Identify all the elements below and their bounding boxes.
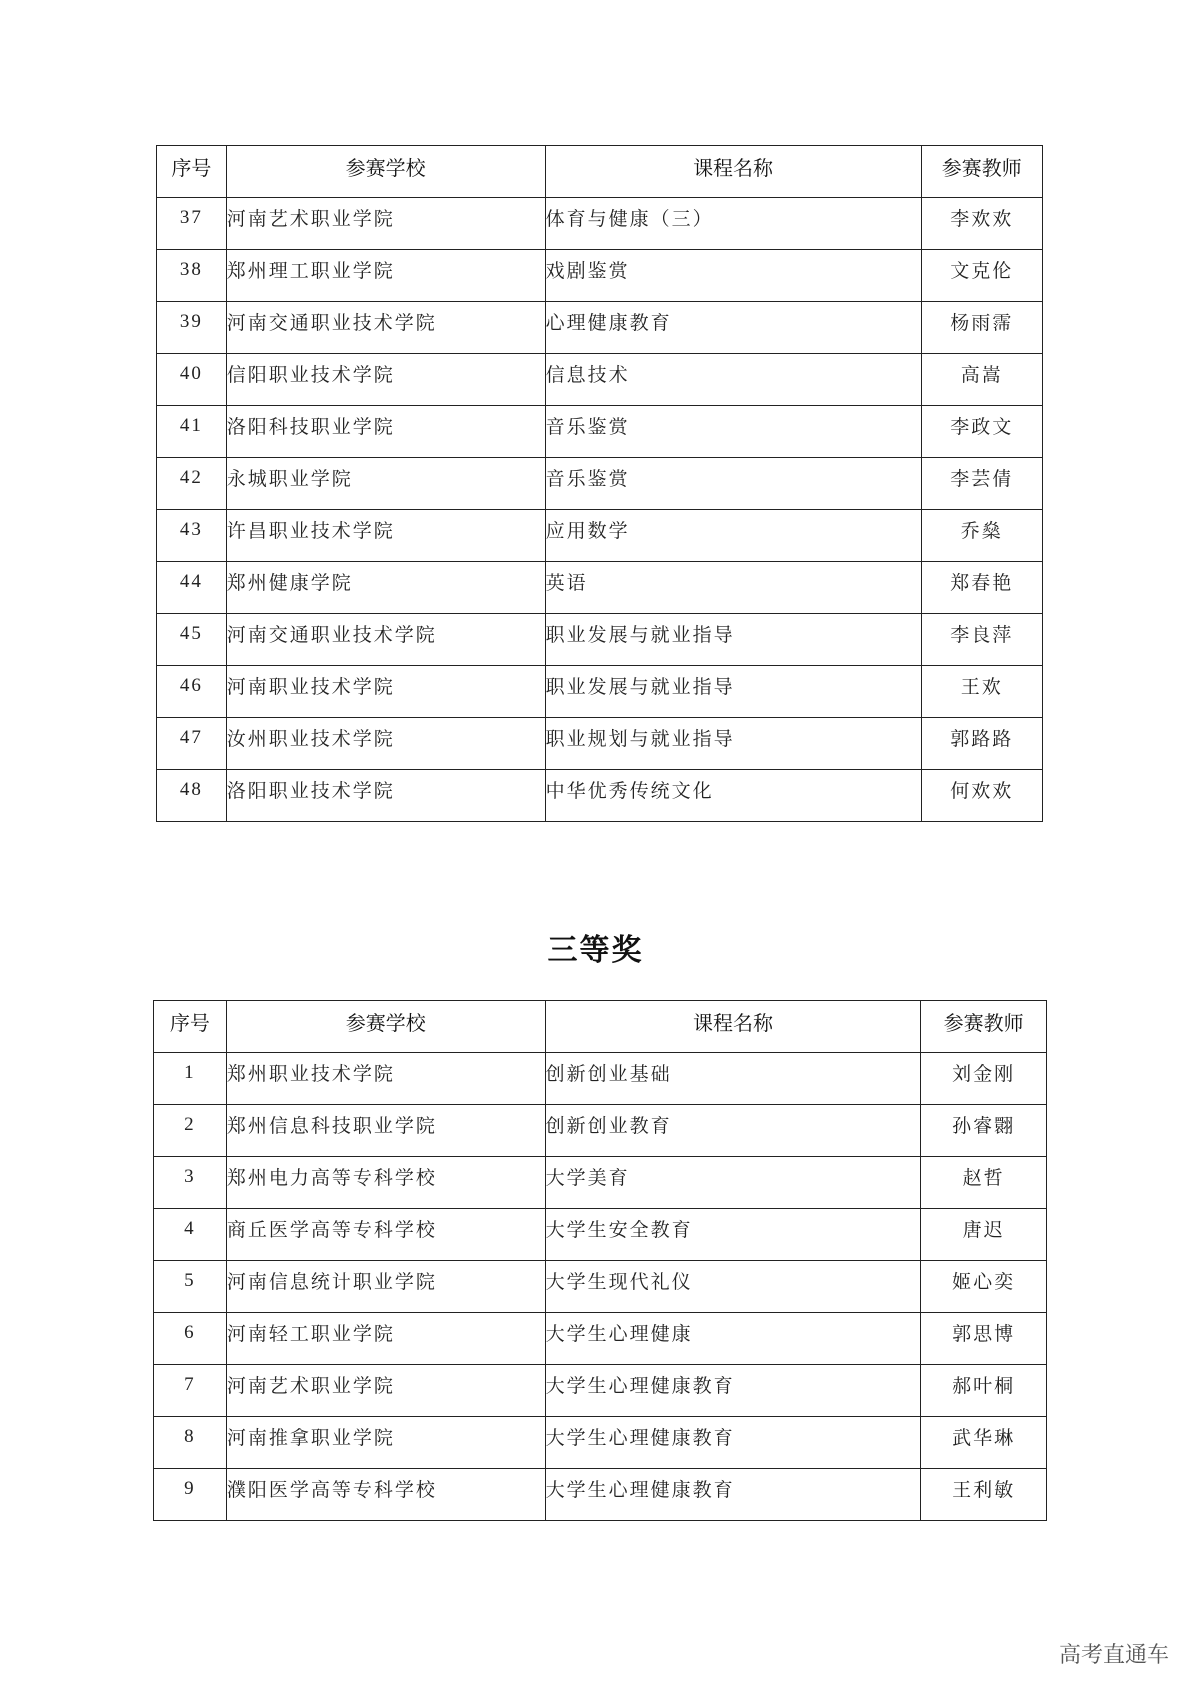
cell-seq: 6 (154, 1313, 227, 1365)
cell-course: 职业发展与就业指导 (545, 614, 921, 666)
cell-course: 大学生安全教育 (545, 1209, 921, 1261)
cell-teacher: 李芸倩 (921, 458, 1042, 510)
table-header-row (157, 146, 1043, 198)
cell-teacher: 杨雨霈 (921, 302, 1042, 354)
table-row (157, 510, 1043, 562)
cell-school: 郑州理工职业学院 (226, 250, 545, 302)
cell-seq: 3 (154, 1157, 227, 1209)
cell-school: 永城职业学院 (226, 458, 545, 510)
cell-teacher: 郭路路 (921, 718, 1042, 770)
cell-course: 音乐鉴赏 (545, 406, 921, 458)
table-row (157, 302, 1043, 354)
cell-course: 职业规划与就业指导 (545, 718, 921, 770)
cell-course: 创新创业基础 (545, 1053, 921, 1105)
table-row (157, 250, 1043, 302)
cell-course: 大学美育 (545, 1157, 921, 1209)
cell-course: 大学生心理健康教育 (545, 1417, 921, 1469)
cell-teacher: 武华琳 (921, 1417, 1047, 1469)
cell-seq: 40 (157, 354, 227, 406)
cell-school: 濮阳医学高等专科学校 (226, 1469, 545, 1521)
cell-teacher: 刘金刚 (921, 1053, 1047, 1105)
table-row (154, 1105, 1047, 1157)
cell-course: 戏剧鉴赏 (545, 250, 921, 302)
cell-course: 大学生现代礼仪 (545, 1261, 921, 1313)
award-table-continued (156, 145, 1043, 822)
cell-school: 河南艺术职业学院 (226, 1365, 545, 1417)
cell-course: 应用数学 (545, 510, 921, 562)
cell-school: 河南推拿职业学院 (226, 1417, 545, 1469)
cell-teacher: 郝叶桐 (921, 1365, 1047, 1417)
cell-teacher: 高嵩 (921, 354, 1042, 406)
cell-school: 河南职业技术学院 (226, 666, 545, 718)
table-body (154, 1053, 1047, 1521)
table-row (157, 198, 1043, 250)
cell-course: 音乐鉴赏 (545, 458, 921, 510)
cell-seq: 48 (157, 770, 227, 822)
table-row (157, 406, 1043, 458)
watermark: 高考直通车 (1058, 1643, 1169, 1668)
cell-course: 大学生心理健康 (545, 1313, 921, 1365)
cell-course: 创新创业教育 (545, 1105, 921, 1157)
table-row (154, 1157, 1047, 1209)
cell-seq: 37 (157, 198, 227, 250)
cell-course: 信息技术 (545, 354, 921, 406)
cell-school: 河南信息统计职业学院 (226, 1261, 545, 1313)
header-seq: 序号 (157, 146, 227, 198)
cell-seq: 44 (157, 562, 227, 614)
table-row (157, 666, 1043, 718)
cell-seq: 38 (157, 250, 227, 302)
cell-seq: 41 (157, 406, 227, 458)
cell-seq: 5 (154, 1261, 227, 1313)
table-row (154, 1365, 1047, 1417)
header-teacher: 参赛教师 (921, 146, 1042, 198)
cell-teacher: 孙睿翾 (921, 1105, 1047, 1157)
cell-school: 郑州电力高等专科学校 (226, 1157, 545, 1209)
cell-seq: 47 (157, 718, 227, 770)
table-row (157, 354, 1043, 406)
table-row (157, 458, 1043, 510)
cell-teacher: 李政文 (921, 406, 1042, 458)
cell-school: 洛阳科技职业学院 (226, 406, 545, 458)
cell-seq: 45 (157, 614, 227, 666)
cell-teacher: 姬心奕 (921, 1261, 1047, 1313)
cell-seq: 4 (154, 1209, 227, 1261)
cell-course: 大学生心理健康教育 (545, 1469, 921, 1521)
cell-teacher: 文克伦 (921, 250, 1042, 302)
table-row (154, 1209, 1047, 1261)
header-seq: 序号 (154, 1001, 227, 1053)
cell-seq: 7 (154, 1365, 227, 1417)
table-row (157, 770, 1043, 822)
cell-teacher: 王利敏 (921, 1469, 1047, 1521)
header-course: 课程名称 (545, 146, 921, 198)
table-row (157, 614, 1043, 666)
table-row (154, 1261, 1047, 1313)
table-row (154, 1417, 1047, 1469)
cell-school: 郑州信息科技职业学院 (226, 1105, 545, 1157)
cell-course: 体育与健康（三） (545, 198, 921, 250)
cell-school: 商丘医学高等专科学校 (226, 1209, 545, 1261)
award-table-third-prize (153, 1000, 1047, 1521)
section-title-third-prize: 三等奖 (547, 933, 644, 968)
cell-seq: 2 (154, 1105, 227, 1157)
cell-teacher: 王欢 (921, 666, 1042, 718)
table-row (157, 718, 1043, 770)
cell-teacher: 李欢欢 (921, 198, 1042, 250)
cell-seq: 43 (157, 510, 227, 562)
table-row (154, 1313, 1047, 1365)
cell-course: 英语 (545, 562, 921, 614)
cell-teacher: 何欢欢 (921, 770, 1042, 822)
cell-school: 郑州健康学院 (226, 562, 545, 614)
table-body (157, 198, 1043, 822)
cell-school: 信阳职业技术学院 (226, 354, 545, 406)
cell-school: 河南轻工职业学院 (226, 1313, 545, 1365)
cell-course: 职业发展与就业指导 (545, 666, 921, 718)
cell-teacher: 唐迟 (921, 1209, 1047, 1261)
table-header-row (154, 1001, 1047, 1053)
cell-seq: 46 (157, 666, 227, 718)
cell-school: 洛阳职业技术学院 (226, 770, 545, 822)
cell-course: 大学生心理健康教育 (545, 1365, 921, 1417)
cell-teacher: 赵哲 (921, 1157, 1047, 1209)
cell-school: 汝州职业技术学院 (226, 718, 545, 770)
header-teacher: 参赛教师 (921, 1001, 1047, 1053)
cell-seq: 42 (157, 458, 227, 510)
cell-seq: 8 (154, 1417, 227, 1469)
cell-course: 心理健康教育 (545, 302, 921, 354)
cell-teacher: 郑春艳 (921, 562, 1042, 614)
cell-school: 许昌职业技术学院 (226, 510, 545, 562)
table-row (154, 1469, 1047, 1521)
cell-teacher: 郭思博 (921, 1313, 1047, 1365)
header-school: 参赛学校 (226, 146, 545, 198)
table-row (154, 1053, 1047, 1105)
cell-school: 郑州职业技术学院 (226, 1053, 545, 1105)
cell-seq: 9 (154, 1469, 227, 1521)
cell-teacher: 李良萍 (921, 614, 1042, 666)
cell-school: 河南艺术职业学院 (226, 198, 545, 250)
header-school: 参赛学校 (226, 1001, 545, 1053)
cell-seq: 1 (154, 1053, 227, 1105)
cell-school: 河南交通职业技术学院 (226, 614, 545, 666)
cell-teacher: 乔燊 (921, 510, 1042, 562)
cell-seq: 39 (157, 302, 227, 354)
cell-course: 中华优秀传统文化 (545, 770, 921, 822)
table-row (157, 562, 1043, 614)
cell-school: 河南交通职业技术学院 (226, 302, 545, 354)
header-course: 课程名称 (545, 1001, 921, 1053)
